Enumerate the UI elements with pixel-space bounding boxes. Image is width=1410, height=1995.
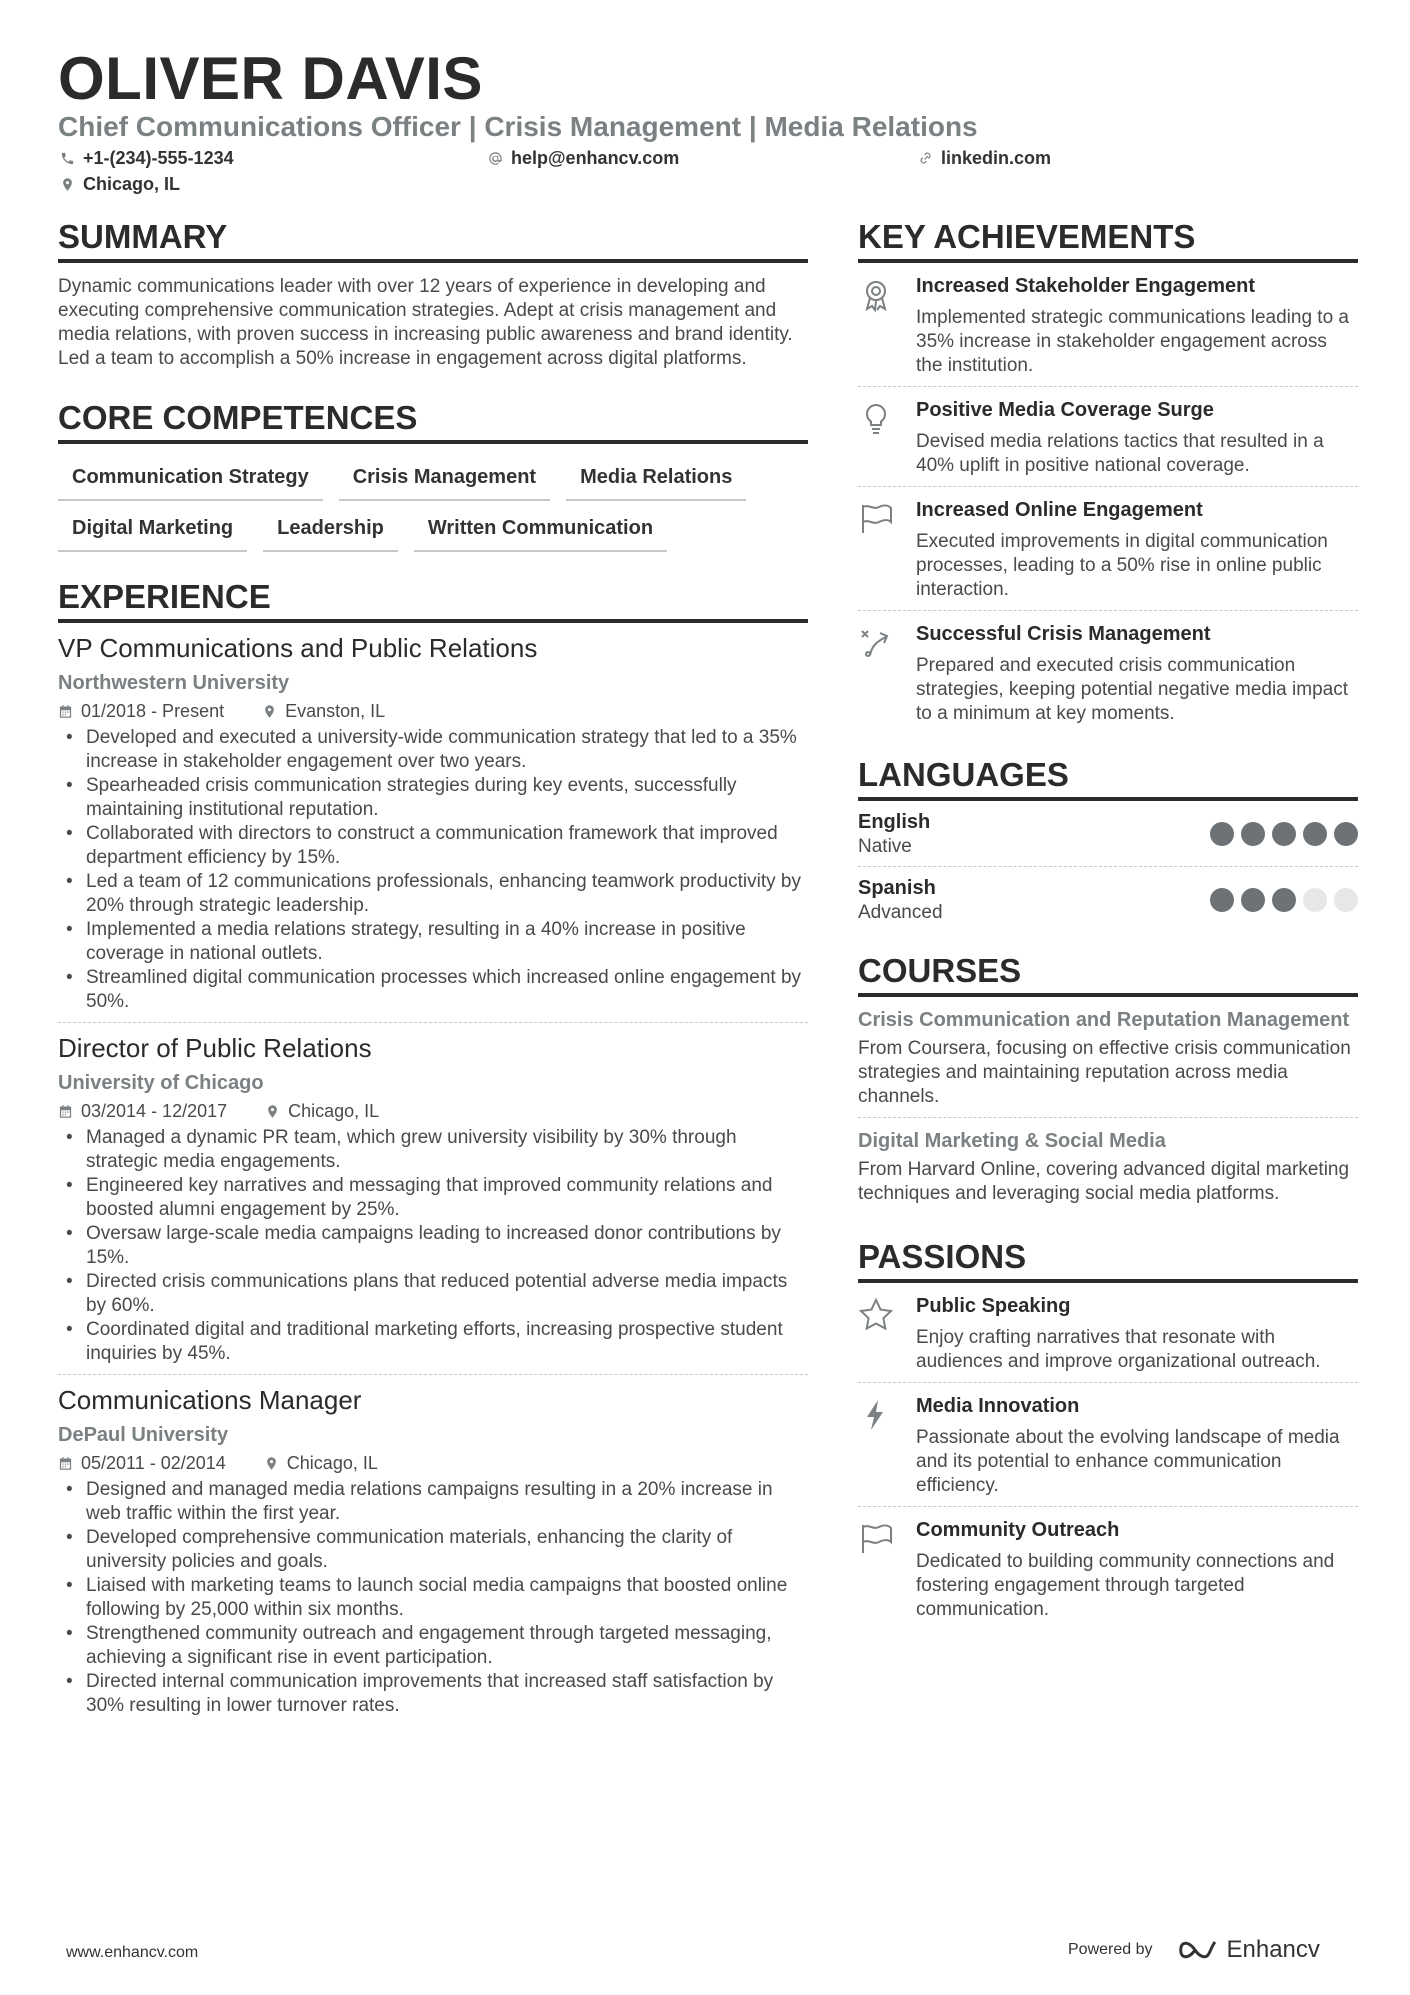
language-name: English: [858, 810, 931, 833]
flag-icon: [858, 1521, 894, 1557]
job-bullet: • Spearheaded crisis communication strategies during key events, successfully maintaining institutional reputation.: [58, 774, 808, 822]
footer-website[interactable]: www.enhancv.com: [66, 1944, 199, 1961]
achievement-item: [858, 387, 1358, 487]
passion-desc: Enjoy crafting narratives that resonate with audiences and improve organizational outreach.: [916, 1326, 1321, 1372]
summary-section: [58, 218, 808, 371]
job-bullet: • Developed comprehensive communication materials, enhancing the clarity of university policies and goals.: [58, 1526, 808, 1574]
job-bullet: • Implemented a media relations strategy, resulting in a 40% increase in positive coverage in national outlets.: [58, 918, 808, 966]
job-bullet: • Strengthened community outreach and engagement through targeted messaging, achieving a significant rise in event participation.: [58, 1622, 808, 1670]
rating-dot-empty: [1303, 888, 1327, 912]
achievement-title: Successful Crisis Management: [916, 622, 1211, 645]
phone-text[interactable]: +1-(234)-555-1234: [83, 148, 234, 168]
passions-section: [858, 1238, 1358, 1630]
brand-name: Enhancv: [1226, 1936, 1320, 1963]
star-icon: [858, 1297, 894, 1333]
achievement-desc: Prepared and executed crisis communication strategies, keeping potential negative media impact to a minimum at key moments.: [916, 654, 1348, 724]
job-location: Evanston, IL: [285, 700, 386, 721]
job-bullet: • Engineered key narratives and messaging that improved community relations and boosted alumni engagement by 25%.: [58, 1174, 808, 1222]
rating-dot-filled: [1272, 822, 1296, 846]
job-title: Director of Public Relations: [58, 1032, 372, 1063]
summary-text: Dynamic communications leader with over 12 years of experience in developing and executing comprehensive communication strategies. Adept at crisis management and media relations, with proven success in increasing public awareness and brand identity. Led a team to accomplish a 50% increase in engagement across digital platforms.: [58, 275, 793, 369]
link-icon: [918, 151, 933, 166]
passion-title: Public Speaking: [916, 1294, 1071, 1317]
passion-title: Media Innovation: [916, 1394, 1080, 1417]
passions-heading: PASSIONS: [858, 1238, 1358, 1283]
job-dates: 03/2014 - 12/2017: [81, 1100, 228, 1121]
calendar-icon: [58, 1456, 73, 1471]
job-bullet: • Designed and managed media relations campaigns resulting in a 20% increase in web traffic within the first year.: [58, 1478, 808, 1526]
job-meta: [58, 1101, 808, 1122]
job-title: Communications Manager: [58, 1384, 362, 1415]
linkedin-text[interactable]: linkedin.com: [941, 148, 1052, 168]
at-icon: [488, 151, 503, 166]
competence-tag: Leadership: [263, 511, 398, 552]
brand-logo[interactable]: [1175, 1936, 1320, 1964]
achievement-item: [858, 611, 1358, 734]
job-company: University of Chicago: [58, 1071, 264, 1094]
job-bullets: [58, 1478, 808, 1718]
competence-tag: Media Relations: [566, 460, 746, 501]
job-company: DePaul University: [58, 1423, 229, 1446]
job-bullets: [58, 726, 808, 1014]
lightning-icon: [858, 1397, 894, 1433]
rating-dot-empty: [1334, 888, 1358, 912]
phone-icon: [60, 151, 75, 166]
competence-tag: Digital Marketing: [58, 511, 247, 552]
job-bullet: • Streamlined digital communication processes which increased online engagement by 50%.: [58, 966, 808, 1014]
enhancv-logo-icon: [1175, 1938, 1219, 1962]
language-item: [858, 801, 1358, 867]
courses-section: [858, 952, 1358, 1214]
job-bullet: • Oversaw large-scale media campaigns leading to increased donor contributions by 15%.: [58, 1222, 808, 1270]
award-icon: [858, 277, 894, 313]
email-contact: [488, 148, 679, 169]
location-pin-icon: [265, 1104, 280, 1119]
rating-dot-filled: [1210, 888, 1234, 912]
achievements-section: [858, 218, 1358, 734]
passion-desc: Dedicated to building community connections and fostering engagement through targeted communication.: [916, 1550, 1335, 1620]
strategy-icon: [858, 625, 894, 661]
job-meta: [58, 1453, 808, 1474]
achievements-heading: KEY ACHIEVEMENTS: [858, 218, 1358, 263]
job-meta: [58, 701, 808, 722]
achievement-item: [858, 263, 1358, 387]
course-desc: From Harvard Online, covering advanced digital marketing techniques and leveraging social media platforms.: [858, 1158, 1350, 1204]
competence-tag: Crisis Management: [339, 460, 550, 501]
job-dates: 05/2011 - 02/2014: [81, 1452, 226, 1473]
job-dates: 01/2018 - Present: [81, 700, 225, 721]
job-bullet: • Developed and executed a university-wide communication strategy that led to a 35% increase in stakeholder engagement over two years.: [58, 726, 808, 774]
divider: [58, 1022, 808, 1023]
job-company: Northwestern University: [58, 671, 290, 694]
rating-dot-filled: [1334, 822, 1358, 846]
achievement-desc: Executed improvements in digital communication processes, leading to a 50% rise in online public interaction.: [916, 530, 1328, 600]
language-level: Advanced: [858, 901, 943, 923]
summary-heading: SUMMARY: [58, 218, 808, 263]
courses-heading: COURSES: [858, 952, 1358, 997]
job-bullet: • Directed internal communication improvements that increased staff satisfaction by 30% resulting in lower turnover rates.: [58, 1670, 808, 1718]
passion-item: [858, 1507, 1358, 1630]
job-entry: [58, 633, 808, 1023]
job-entry: [58, 1385, 808, 1718]
location-text: Chicago, IL: [83, 174, 181, 194]
job-location: Chicago, IL: [286, 1452, 378, 1473]
achievement-desc: Devised media relations tactics that resulted in a 40% uplift in positive national coverage.: [916, 430, 1324, 476]
course-item: [858, 997, 1358, 1118]
calendar-icon: [58, 1104, 73, 1119]
linkedin-contact: [918, 148, 1051, 169]
language-rating: [1210, 888, 1358, 912]
competence-tag: Written Communication: [414, 511, 667, 552]
headline: Chief Communications Officer | Crisis Management | Media Relations: [58, 111, 978, 142]
job-bullet: • Managed a dynamic PR team, which grew university visibility by 30% through strategic media engagements.: [58, 1126, 808, 1174]
achievement-title: Positive Media Coverage Surge: [916, 398, 1214, 421]
job-title: VP Communications and Public Relations: [58, 632, 538, 663]
competence-tag: Communication Strategy: [58, 460, 323, 501]
passion-item: [858, 1383, 1358, 1507]
job-entry: [58, 1033, 808, 1375]
job-bullet: • Collaborated with directors to construct a communication framework that improved department efficiency by 15%.: [58, 822, 808, 870]
passion-item: [858, 1283, 1358, 1383]
achievement-title: Increased Online Engagement: [916, 498, 1203, 521]
competences-heading: CORE COMPETENCES: [58, 399, 808, 444]
phone-contact: [60, 148, 234, 169]
languages-section: [858, 756, 1358, 932]
powered-by-label: Powered by: [1068, 1941, 1153, 1958]
course-item: [858, 1118, 1358, 1214]
lightbulb-icon: [858, 401, 894, 437]
achievement-desc: Implemented strategic communications leading to a 35% increase in stakeholder engagement across the institution.: [916, 306, 1350, 376]
job-bullet: • Directed crisis communications plans that reduced potential adverse media impacts by 60%.: [58, 1270, 808, 1318]
flag-icon: [858, 501, 894, 537]
job-bullets: [58, 1126, 808, 1366]
language-level: Native: [858, 835, 912, 857]
course-title: Crisis Communication and Reputation Management: [858, 1008, 1350, 1031]
location-pin-icon: [262, 704, 277, 719]
course-title: Digital Marketing & Social Media: [858, 1129, 1166, 1152]
language-rating: [1210, 822, 1358, 846]
rating-dot-filled: [1210, 822, 1234, 846]
competences-list: [58, 460, 808, 552]
rating-dot-filled: [1241, 822, 1265, 846]
experience-heading: EXPERIENCE: [58, 578, 808, 623]
job-bullet: • Coordinated digital and traditional marketing efforts, increasing prospective student inquiries by 45%.: [58, 1318, 808, 1366]
job-location: Chicago, IL: [288, 1100, 380, 1121]
language-item: [858, 867, 1358, 932]
rating-dot-filled: [1272, 888, 1296, 912]
passion-desc: Passionate about the evolving landscape of media and its potential to enhance communication efficiency.: [916, 1426, 1340, 1496]
achievement-title: Increased Stakeholder Engagement: [916, 274, 1256, 297]
competences-section: [58, 399, 808, 552]
calendar-icon: [58, 704, 73, 719]
language-name: Spanish: [858, 876, 936, 899]
rating-dot-filled: [1303, 822, 1327, 846]
footer-brand: [1068, 1936, 1320, 1964]
languages-heading: LANGUAGES: [858, 756, 1358, 801]
experience-section: [58, 578, 808, 1718]
location-pin-icon: [264, 1456, 279, 1471]
rating-dot-filled: [1241, 888, 1265, 912]
location-pin-icon: [60, 177, 75, 192]
left-column: [58, 218, 808, 1718]
job-bullet: • Led a team of 12 communications professionals, enhancing teamwork productivity by 20% through strategic leadership.: [58, 870, 808, 918]
candidate-name: OLIVER DAVIS: [58, 45, 483, 112]
job-bullet: • Liaised with marketing teams to launch social media campaigns that boosted online following by 25,000 within six months.: [58, 1574, 808, 1622]
achievement-item: [858, 487, 1358, 611]
divider: [58, 1374, 808, 1375]
course-desc: From Coursera, focusing on effective crisis communication strategies and maintaining reputation across media channels.: [858, 1037, 1351, 1107]
location-contact: [60, 174, 180, 195]
right-column: [858, 218, 1358, 1630]
email-text[interactable]: help@enhancv.com: [511, 148, 680, 168]
passion-title: Community Outreach: [916, 1518, 1120, 1541]
